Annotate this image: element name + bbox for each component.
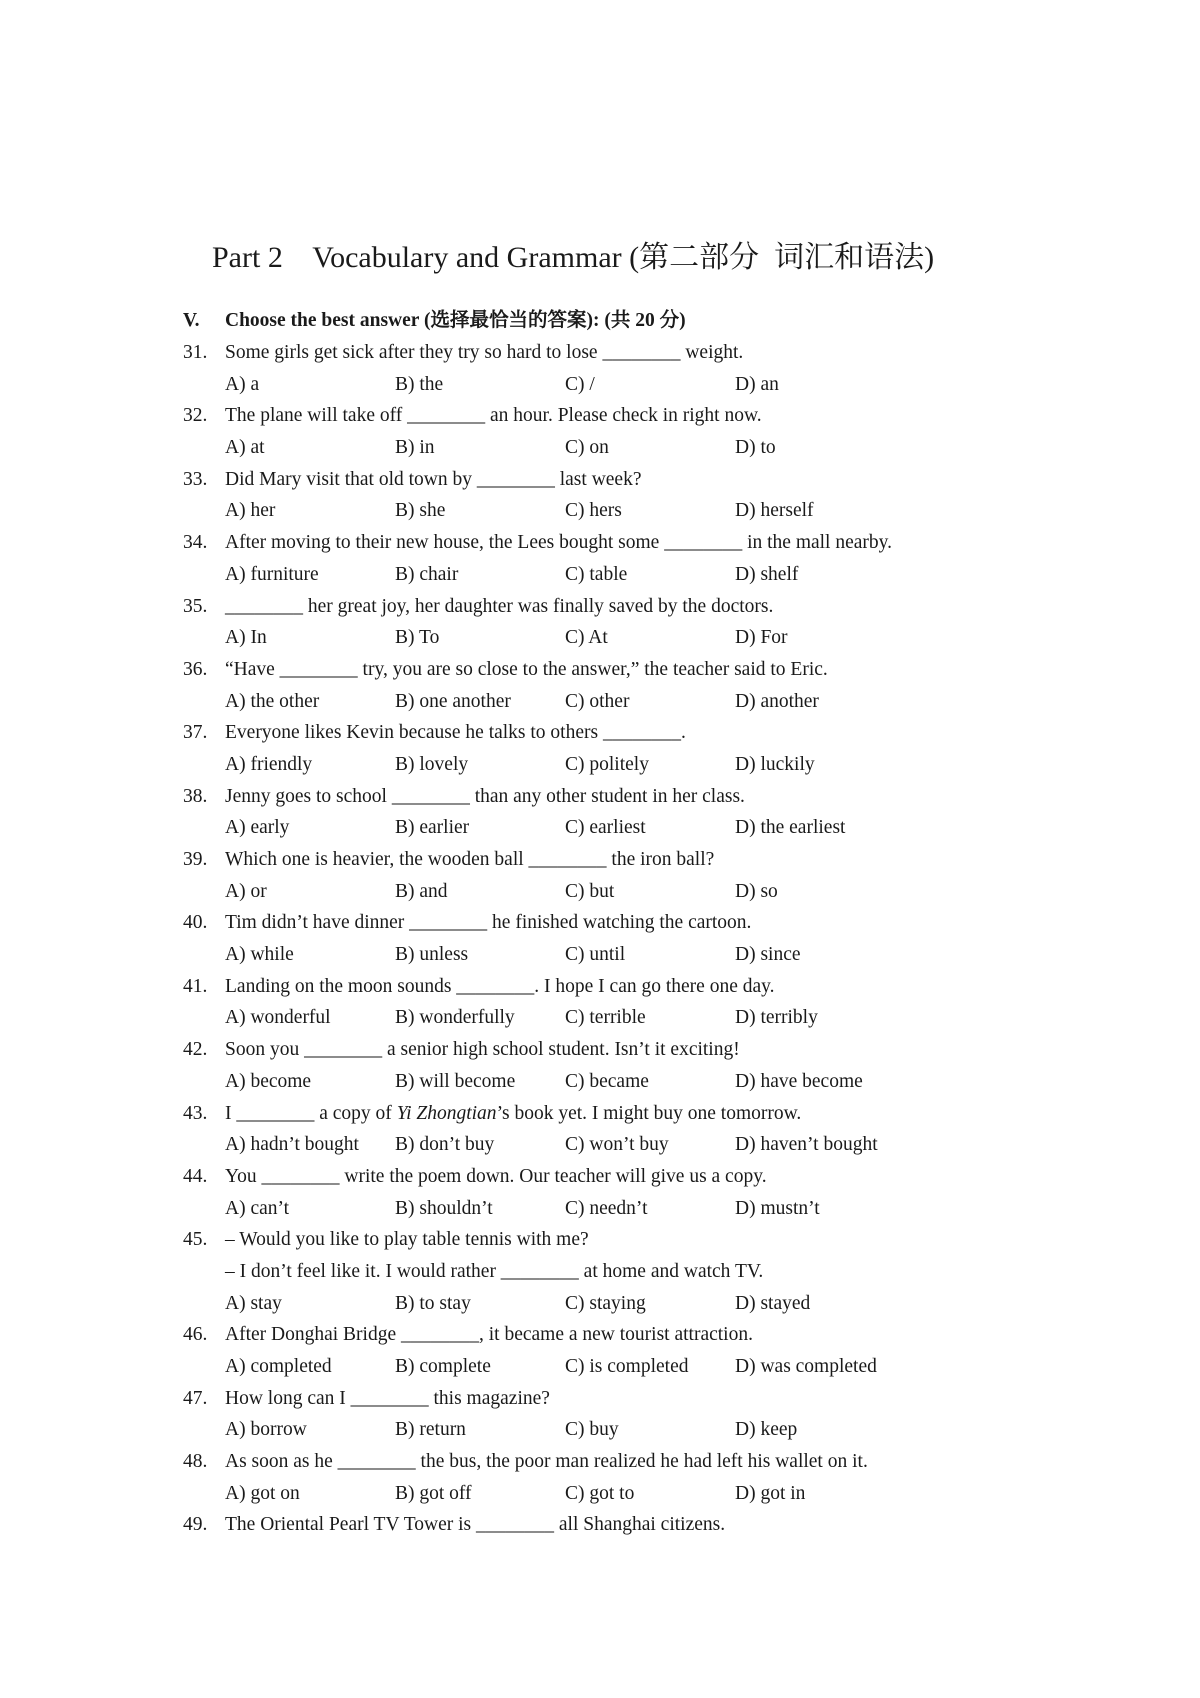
answer-option: D) herself <box>735 500 814 522</box>
answer-option: B) complete <box>395 1356 491 1377</box>
answer-option: A) a <box>225 373 260 395</box>
question-number: 46. <box>183 1324 208 1346</box>
page-title <box>212 234 934 282</box>
question-item <box>183 1224 1163 1319</box>
answer-option: B) shouldn’t <box>395 1197 493 1219</box>
answer-option: A) got on <box>225 1482 300 1504</box>
question-text: How long can I ________ this magazine? <box>225 1387 550 1409</box>
answer-option: B) To <box>395 627 440 649</box>
answer-option: D) was completed <box>735 1356 877 1377</box>
answer-option: D) haven’t bought <box>735 1134 878 1156</box>
answer-option: B) chair <box>395 563 459 585</box>
answer-option: B) will become <box>395 1070 516 1092</box>
answer-option: C) politely <box>565 753 649 775</box>
question-text: Jenny goes to school ________ than any other student in her class. <box>225 785 745 807</box>
answer-options <box>183 1478 1163 1510</box>
answer-options <box>183 495 1163 527</box>
answer-option: B) one another <box>395 690 511 712</box>
question-stem <box>183 1034 1163 1066</box>
question-item <box>183 400 1163 463</box>
book-author-name: Yi Zhongtian <box>396 1102 497 1124</box>
answer-options <box>183 876 1163 908</box>
question-text: Everyone likes Kevin because he talks to others ________. <box>225 722 686 744</box>
answer-options <box>183 939 1163 971</box>
answer-option: A) furniture <box>225 563 319 585</box>
question-item <box>183 527 1163 590</box>
question-stem-continued <box>183 1256 1163 1288</box>
question-stem <box>183 1509 1163 1541</box>
answer-option: C) until <box>565 944 626 966</box>
answer-option: D) an <box>735 373 779 395</box>
section-number: V. <box>183 310 200 331</box>
answer-option: B) earlier <box>395 817 470 839</box>
answer-option: A) while <box>225 944 294 966</box>
answer-option: D) keep <box>735 1419 798 1441</box>
answer-option: A) become <box>225 1070 312 1092</box>
question-stem <box>183 591 1163 623</box>
answer-option: C) other <box>565 690 630 712</box>
answer-options <box>183 1066 1163 1098</box>
answer-options <box>183 1351 1163 1383</box>
question-number: 44. <box>183 1165 208 1187</box>
question-stem <box>183 1383 1163 1415</box>
question-item <box>183 464 1163 527</box>
answer-options <box>183 1288 1163 1320</box>
answer-options <box>183 1129 1163 1161</box>
question-stem <box>183 464 1163 496</box>
answer-option: C) won’t buy <box>565 1134 669 1156</box>
answer-option: B) unless <box>395 944 469 966</box>
question-text: ________ her great joy, her daughter was finally saved by the doctors. <box>225 595 774 617</box>
answer-option: A) In <box>225 627 267 649</box>
question-text: “Have ________ try, you are so close to the answer,” the teacher said to Eric. <box>225 658 828 680</box>
question-number: 40. <box>183 912 208 934</box>
question-number: 49. <box>183 1514 208 1536</box>
answer-option: B) got off <box>395 1482 472 1504</box>
answer-option: A) borrow <box>225 1419 307 1441</box>
answer-option: A) early <box>225 817 290 839</box>
question-number: 31. <box>183 342 208 363</box>
question-number: 39. <box>183 849 208 870</box>
answer-option: C) table <box>565 563 628 585</box>
answer-option: D) got in <box>735 1482 806 1504</box>
answer-options <box>183 1414 1163 1446</box>
question-stem <box>183 1224 1163 1256</box>
answer-option: D) another <box>735 690 819 712</box>
question-stem <box>183 971 1163 1003</box>
question-stem <box>183 844 1163 876</box>
answer-option: B) she <box>395 500 446 522</box>
answer-options <box>183 812 1163 844</box>
question-number: 35. <box>183 595 208 617</box>
question-text: Tim didn’t have dinner ________ he finished watching the cartoon. <box>225 912 752 934</box>
question-text: After moving to their new house, the Lees bought some ________ in the mall nearby. <box>225 532 893 554</box>
question-item <box>183 844 1163 907</box>
answer-option: A) the other <box>225 690 320 712</box>
question-item <box>183 971 1163 1034</box>
question-number: 45. <box>183 1229 208 1251</box>
answer-option: C) / <box>565 373 595 395</box>
question-text: Did Mary visit that old town by ________ last week? <box>225 468 642 490</box>
answer-option: C) got to <box>565 1482 635 1504</box>
question-number: 38. <box>183 785 208 807</box>
question-stem <box>183 337 1163 369</box>
question-stem <box>183 400 1163 432</box>
question-stem <box>183 1446 1163 1478</box>
part-label: Part 2 <box>212 241 283 274</box>
title-text: Vocabulary and Grammar (第二部分 词汇和语法) <box>312 241 935 274</box>
question-text: The Oriental Pearl TV Tower is ________ all Shanghai citizens. <box>225 1514 726 1536</box>
question-item <box>183 591 1163 654</box>
answer-option: D) For <box>735 627 788 649</box>
answer-option: D) shelf <box>735 563 799 585</box>
answer-option: C) earliest <box>565 817 646 839</box>
answer-option: D) to <box>735 437 776 459</box>
answer-option: C) hers <box>565 500 622 522</box>
answer-option: A) friendly <box>225 753 313 775</box>
question-text: ’s book yet. I might buy one tomorrow. <box>496 1102 802 1124</box>
answer-option: B) return <box>395 1419 466 1441</box>
answer-option: C) terrible <box>565 1007 646 1029</box>
question-text: Some girls get sick after they try so hard to lose ________ weight. <box>225 342 744 363</box>
question-stem <box>183 1319 1163 1351</box>
question-stem <box>183 907 1163 939</box>
question-item <box>183 337 1163 400</box>
answer-option: B) don’t buy <box>395 1134 495 1156</box>
answer-option: C) needn’t <box>565 1197 648 1219</box>
answer-option: B) in <box>395 437 435 459</box>
answer-option: C) At <box>565 627 608 649</box>
question-item <box>183 1446 1163 1509</box>
question-number: 42. <box>183 1039 208 1061</box>
question-number: 32. <box>183 405 208 427</box>
answer-options <box>183 1193 1163 1225</box>
answer-option: A) her <box>225 500 276 522</box>
question-text: Soon you ________ a senior high school student. Isn’t it exciting! <box>225 1039 740 1061</box>
answer-option: C) on <box>565 437 609 459</box>
answer-options <box>183 369 1163 401</box>
answer-option: D) stayed <box>735 1292 811 1314</box>
answer-option: D) the earliest <box>735 817 846 839</box>
question-text: – I don’t feel like it. I would rather ________ at home and watch TV. <box>225 1260 764 1282</box>
question-item <box>183 1383 1163 1446</box>
question-item <box>183 1509 1163 1541</box>
answer-option: B) lovely <box>395 753 469 775</box>
answer-options <box>183 622 1163 654</box>
question-item <box>183 654 1163 717</box>
answer-option: D) luckily <box>735 753 815 775</box>
answer-option: C) staying <box>565 1292 646 1314</box>
question-text: Which one is heavier, the wooden ball ________ the iron ball? <box>225 849 715 870</box>
answer-option: A) or <box>225 880 267 902</box>
answer-option: C) buy <box>565 1419 619 1441</box>
answer-option: B) wonderfully <box>395 1007 515 1029</box>
question-text: As soon as he ________ the bus, the poor man realized he had left his wallet on it. <box>225 1451 868 1473</box>
answer-option: A) at <box>225 437 265 459</box>
question-number: 48. <box>183 1451 208 1473</box>
answer-option: D) terribly <box>735 1007 818 1029</box>
question-number: 36. <box>183 658 208 680</box>
answer-options <box>183 559 1163 591</box>
question-number: 41. <box>183 975 208 997</box>
question-number: 37. <box>183 722 208 744</box>
question-item <box>183 781 1163 844</box>
answer-option: B) and <box>395 880 448 902</box>
answer-option: D) have become <box>735 1070 863 1092</box>
question-item <box>183 1319 1163 1382</box>
question-stem <box>183 781 1163 813</box>
question-text: After Donghai Bridge ________, it became a new tourist attraction. <box>225 1324 753 1346</box>
answer-option: D) since <box>735 944 801 966</box>
answer-option: A) wonderful <box>225 1007 331 1029</box>
question-stem <box>183 1161 1163 1193</box>
answer-option: D) mustn’t <box>735 1197 820 1219</box>
answer-option: C) is completed <box>565 1356 689 1377</box>
answer-option: B) to stay <box>395 1292 471 1314</box>
answer-option: B) the <box>395 373 444 395</box>
question-number: 33. <box>183 468 208 490</box>
answer-options <box>183 432 1163 464</box>
question-stem <box>183 1098 1163 1130</box>
question-item <box>183 1161 1163 1224</box>
answer-option: D) so <box>735 880 778 902</box>
answer-option: C) became <box>565 1070 649 1092</box>
question-stem <box>183 527 1163 559</box>
section-instruction: Choose the best answer (选择最恰当的答案): (共 20 分) <box>225 310 686 331</box>
question-item <box>183 1034 1163 1097</box>
question-number: 47. <box>183 1387 208 1409</box>
question-text: – Would you like to play table tennis with me? <box>225 1229 589 1251</box>
answer-option: C) but <box>565 880 615 902</box>
answer-options <box>183 1002 1163 1034</box>
question-text: The plane will take off ________ an hour. Please check in right now. <box>225 405 762 427</box>
question-text: You ________ write the poem down. Our teacher will give us a copy. <box>225 1165 767 1187</box>
question-list <box>183 337 1163 1541</box>
question-item <box>183 717 1163 780</box>
answer-option: A) stay <box>225 1292 282 1314</box>
question-item <box>183 907 1163 970</box>
question-text: I ________ a copy of <box>225 1102 397 1124</box>
section-heading <box>183 305 686 337</box>
question-number: 43. <box>183 1102 208 1124</box>
answer-options <box>183 749 1163 781</box>
answer-option: A) hadn’t bought <box>225 1134 359 1156</box>
question-number: 34. <box>183 532 208 554</box>
answer-options <box>183 686 1163 718</box>
question-item <box>183 1098 1163 1161</box>
answer-option: A) can’t <box>225 1197 290 1219</box>
question-stem <box>183 717 1163 749</box>
question-stem <box>183 654 1163 686</box>
answer-option: A) completed <box>225 1356 332 1377</box>
question-text: Landing on the moon sounds ________. I hope I can go there one day. <box>225 975 775 997</box>
